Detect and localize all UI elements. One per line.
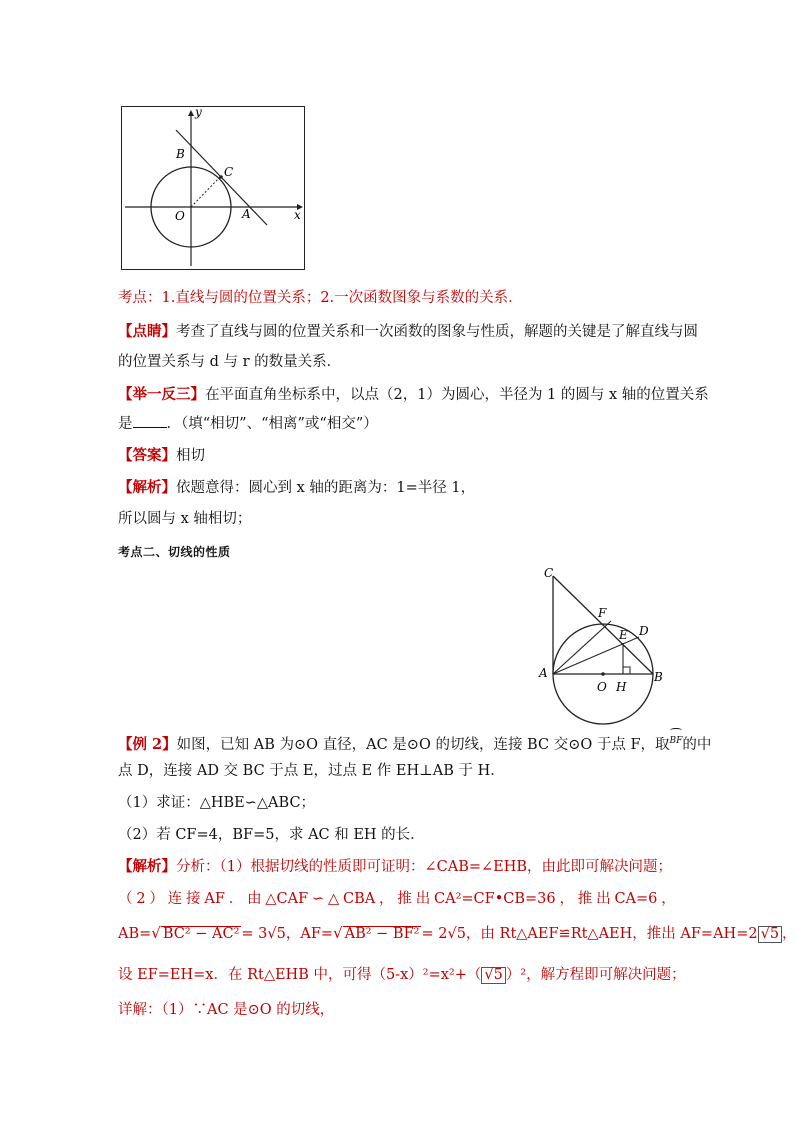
ab-result: = 3√5 bbox=[241, 926, 286, 942]
label-o: O bbox=[175, 209, 185, 223]
token: （ bbox=[118, 891, 133, 907]
token: CBA bbox=[342, 891, 376, 907]
jufan-text-2-post: ．（填“相切”、“相离”或“相交”） bbox=[166, 416, 378, 432]
label-h: H bbox=[616, 680, 627, 694]
token: ， bbox=[379, 891, 394, 907]
example2-q2 bbox=[118, 825, 425, 845]
label-y: y bbox=[195, 105, 202, 119]
example2-q1-text: （1）求证：△HBE∽△ABC； bbox=[118, 795, 316, 811]
token: 出 bbox=[596, 891, 611, 907]
center-dot bbox=[601, 672, 605, 676]
jufan-tag: 【举一反三】 bbox=[118, 386, 205, 403]
jufan-text-2-pre: 是 bbox=[118, 416, 133, 432]
jiexi1-tag: 【解析】 bbox=[118, 479, 176, 496]
kaodian-text: 考点：1.直线与圆的位置关系；2.一次函数图象与系数的关系． bbox=[118, 290, 523, 306]
answer-text: 相切 bbox=[176, 448, 205, 464]
token: AF bbox=[204, 891, 225, 907]
token: 由 bbox=[247, 891, 262, 907]
answer-blank bbox=[133, 414, 167, 428]
label-x: x bbox=[294, 208, 301, 222]
token: ∽ bbox=[312, 891, 325, 907]
label-b: B bbox=[176, 147, 185, 161]
af-radicand: AB² − BF² bbox=[344, 926, 420, 942]
sqrt-sign-icon: √ bbox=[151, 924, 161, 942]
jiexi1-line-2 bbox=[118, 509, 251, 529]
token: ． bbox=[228, 891, 244, 907]
example2-q2-text: （2）若 CF=4，BF=5，求 AC 和 EH 的长． bbox=[118, 827, 425, 843]
jiexi1-text-2: 所以圆与 x 轴相切； bbox=[118, 511, 252, 527]
af-prefix: ，AF= bbox=[285, 926, 334, 942]
segment-ad bbox=[553, 637, 639, 674]
af-result: = 2√5 bbox=[421, 926, 466, 942]
example2-text-2: 点 D，连接 AD 交 BC 于点 E，过点 E 作 EH⊥AB 于 H． bbox=[118, 763, 505, 779]
example2-line-2 bbox=[118, 761, 505, 781]
jiexi1-text: 依题意得：圆心到 x 轴的距离为：1=半径 1， bbox=[176, 480, 476, 496]
dianjing-text-2: 的位置关系与 d 与 r 的数量关系． bbox=[118, 354, 342, 370]
dianjing-line-1 bbox=[118, 322, 698, 342]
token: 2 bbox=[136, 891, 146, 907]
answer-tag: 【答案】 bbox=[118, 447, 176, 464]
jufan-line-1 bbox=[118, 385, 709, 405]
label-a: A bbox=[242, 207, 251, 221]
jiexi2-line-4 bbox=[118, 965, 686, 985]
kaodian-line bbox=[118, 288, 523, 308]
jiexi1-line-1 bbox=[118, 478, 475, 498]
right-angle-mark bbox=[623, 667, 630, 674]
jufan-text-1: 在平面直角坐标系中，以点（2，1）为圆心，半径为 1 的圆与 x 轴的位置关系 bbox=[205, 387, 709, 403]
y-axis-arrow bbox=[188, 110, 194, 116]
figure-frame bbox=[122, 107, 305, 270]
radius-oc bbox=[191, 176, 221, 207]
jiexi2-text-4b: ）²，解方程即可解决问题； bbox=[505, 967, 686, 983]
ab-radicand: BC² − AC² bbox=[162, 926, 240, 942]
jufan-line-2 bbox=[118, 414, 378, 434]
jiexi2-line-3 bbox=[118, 923, 797, 944]
detail-text: 详解：（1）∵AC 是⊙O 的切线， bbox=[118, 1002, 335, 1018]
token: CA=6 bbox=[614, 891, 658, 907]
boxed-sqrt5: √5 bbox=[758, 926, 782, 943]
token: 推 bbox=[577, 891, 593, 907]
token: ） bbox=[149, 891, 164, 907]
token: ， bbox=[661, 891, 676, 907]
example2-tag: 【例 2】 bbox=[118, 736, 177, 753]
label-c-2: C bbox=[544, 566, 554, 580]
dianjing-text-1: 考查了直线与圆的位置关系和一次函数的图象与性质，解题的关键是了解直线与圆 bbox=[176, 324, 698, 340]
token: △ bbox=[328, 891, 340, 907]
dianjing-tag: 【点睛】 bbox=[118, 323, 176, 340]
token: 推 bbox=[397, 891, 412, 907]
point-c bbox=[219, 175, 223, 179]
figure-tangent-property bbox=[536, 565, 664, 722]
token: 接 bbox=[186, 891, 201, 907]
label-e: E bbox=[619, 628, 628, 642]
label-o-2: O bbox=[597, 680, 607, 694]
example2-text-1a: 如图，已知 AB 为⊙O 直径，AC 是⊙O 的切线，连接 BC 交⊙O 于点 F，取 bbox=[176, 737, 670, 753]
example2-q1 bbox=[118, 793, 315, 813]
jiexi2-text-4a: 设 EF=EH=x．在 Rt△EHB 中，可得（5-x）²=x²+（ bbox=[118, 967, 482, 983]
section-title: 考点二、切线的性质 bbox=[118, 545, 231, 559]
token: 连 bbox=[167, 891, 183, 907]
jiexi2-text-3-tail: ，由 Rt△AEF≌Rt△AEH，推出 AF=AH=2 bbox=[465, 926, 758, 942]
jiexi2-tag: 【解析】 bbox=[118, 858, 176, 875]
jiexi2-line-2 bbox=[118, 889, 676, 909]
dianjing-line-2 bbox=[118, 352, 341, 372]
figure-circle-tangent bbox=[121, 106, 305, 270]
boxed-sqrt5-2: √5 bbox=[481, 967, 505, 984]
jiexi2-text-1: 分析：（1）根据切线的性质即可证明：∠CAB=∠EHB，由此即可解决问题； bbox=[176, 859, 673, 875]
label-b-2: B bbox=[654, 670, 663, 684]
label-a-2: A bbox=[539, 666, 548, 680]
detail-line bbox=[118, 1000, 334, 1020]
token: △CAF bbox=[265, 891, 309, 907]
label-f: F bbox=[598, 606, 607, 620]
sqrt-sign-icon: √ bbox=[333, 924, 343, 942]
jiexi2-text-3-end: ， bbox=[782, 926, 797, 942]
label-d: D bbox=[639, 624, 649, 638]
segment-cb bbox=[553, 576, 653, 674]
ab-prefix: AB= bbox=[118, 926, 152, 942]
token: ， bbox=[559, 891, 574, 907]
jiexi2-line-1 bbox=[118, 857, 672, 877]
arc-bf-label: BF bbox=[670, 731, 683, 751]
example2-line-1 bbox=[118, 731, 711, 755]
token: 出 bbox=[415, 891, 431, 907]
example2-text-1b: 的中 bbox=[682, 737, 712, 753]
answer-line bbox=[118, 446, 205, 466]
label-c: C bbox=[224, 165, 234, 179]
token: CA²=CF•CB=36 bbox=[434, 891, 556, 907]
